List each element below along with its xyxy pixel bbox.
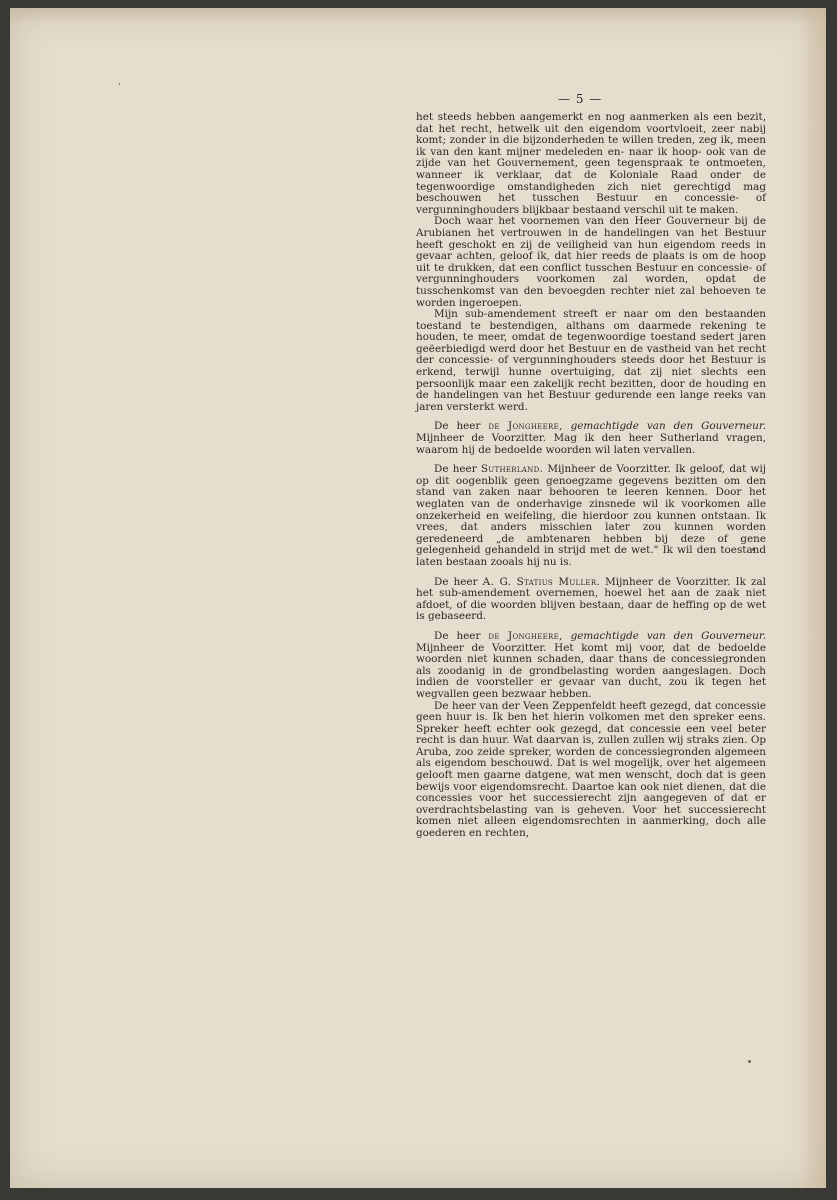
speech-prefix: De heer — [434, 629, 489, 642]
speech-text: Mijnheer de Voorzitter. Het komt mij voor, dat de bedoelde woorden niet kunnen schaden, daar thans de concessiegronden als zoodanig in de grondbelasting worden aangeslagen. Doch indien de voorsteller er gevaar van ducht, zou ik tegen het wegvallen geen bezwaar hebben. — [416, 641, 766, 700]
margin-mark: , — [118, 76, 122, 87]
paper-speck — [748, 1060, 751, 1063]
paragraph-3: Mijn sub-amendement streeft er naar om den bestaanden toestand te bestendigen, althans om daarmede rekening te houden, te meer, omdat de tegenwoordige toestand sedert jaren geëerbiedigd werd door het Bestuur en de vastheid van het recht der concessie- of vergunninghouders steeds door het Bestuur is erkend, terwijl hunne overtuiging, dat zij niet slechts een persoonlijk maar een zakelijk recht bezitten, door de houding en de handelingen van het Bestuur gedurende een lange reeks van jaren versterkt werd. — [416, 308, 766, 413]
closing-paragraph: De heer van der Veen Zeppenfeldt heeft gezegd, dat concessie geen huur is. Ik ben het hierin volkomen met den spreker eens. Spreker heeft echter ook gezegd, dat concessie een veel beter recht is dan huur. Wat daarvan is, zullen zullen wij straks zien. Op Aruba, zoo zeide spreker, worden de concessiegronden algemeen als eigendom beschouwd. Dat is wel mogelijk, over het algemeen gelooft men gaarne datgene, wat men wenscht, doch dat is geen bewijs voor eigendomsrecht. Daartoe kan ook niet dienen, dat die concessies voor het successierecht zijn aangegeven of dat er overdrachtsbelasting van is geheven. Voor het successierecht komen niet alleen eigendomsrechten in aanmerking, doch alle goederen en rechten, — [416, 699, 766, 840]
speaker-name: de Jongheere, — [488, 420, 563, 433]
speech-de-jongheere-1 — [416, 421, 766, 456]
speech-text: Mijnheer de Voorzitter. Mag ik den heer Sutherland vragen, waarom hij de bedoelde woorden wil laten vervallen. — [416, 432, 766, 456]
speaker-name: A. G. Statius Muller. — [482, 575, 601, 588]
speech-prefix: De heer — [434, 420, 489, 433]
speaker-name: de Jongheere, — [488, 629, 563, 642]
paragraph-2: Doch waar het voornemen van den Heer Gouverneur bij de Arubianen het vertrouwen in de handelingen van het Bestuur heeft geschokt en zij de veiligheid van hun eigendom reeds in gevaar achten, geloof ik, dat hier reeds de plaats is om de hoop uit te drukken, dat een conflict tusschen Bestuur en concessie- of vergunninghouders voorkomen zal worden, opdat de tusschenkomst van den bevoegden rechter niet zal behoeven te worden ingeroepen. — [416, 215, 766, 309]
document-page — [10, 8, 826, 1188]
speech-prefix: De heer — [434, 463, 481, 476]
speech-text: Mijnheer de Voorzitter. Ik zal het sub-amendement overnemen, hoewel het aan de zaak niet afdoet, of die woorden blijven bestaan, daar de heffing op de wet is gebaseerd. — [416, 575, 766, 623]
speaker-name: Sutherland. — [480, 463, 544, 476]
speech-de-jongheere-2 — [416, 631, 766, 701]
page-edge-stain-right — [798, 8, 826, 1188]
speech-prefix: De heer — [434, 575, 483, 588]
speaker-role: gemachtigde van den Gouverneur. — [562, 629, 767, 642]
page-edge-stain-top — [10, 8, 826, 24]
page-number: — 5 — — [558, 92, 603, 106]
paragraph-1: het steeds hebben aangemerkt en nog aanmerken als een bezit, dat het recht, hetwelk uit den eigendom voortvloeit, zeer nabij komt; zonder in die bijzonderheden te willen treden, zeg ik, meen ik van den kant mijner medeleden en- naar ik hoop- ook van de zijde van het Gouvernement, geen tegenspraak te ontmoeten, wanneer ik verklaar, dat de Koloniale Raad onder de tegenwoordige omstandigheden zich niet gerechtigd mag beschouwen het tusschen Bestuur en concessie- of vergunninghouders blijkbaar bestaand verschil uit te maken. — [416, 111, 766, 216]
speech-statius-muller — [416, 577, 766, 623]
speaker-role: gemachtigde van den Gouverneur. — [562, 420, 767, 433]
text-column — [416, 112, 766, 840]
speech-text: Mijnheer de Voorzitter. Ik geloof, dat wij op dit oogenblik geen genoegzame gegevens bezitten om den stand van zaken naar behooren te leeren kennen. Door het weglaten van de onderhavige zinsnede wil ik voorkomen alle onzekerheid en weifeling, die hierdoor zou kunnen ontstaan. Ik vrees, dat anders misschien later zou kunnen worden geredeneerd „de ambtenaren hebben bij deze of gene gelegenheid gehandeld in strijd met de wet." Ik wil den toestand laten bestaan zooals hij nu is. — [416, 463, 767, 568]
speech-sutherland — [416, 464, 766, 568]
